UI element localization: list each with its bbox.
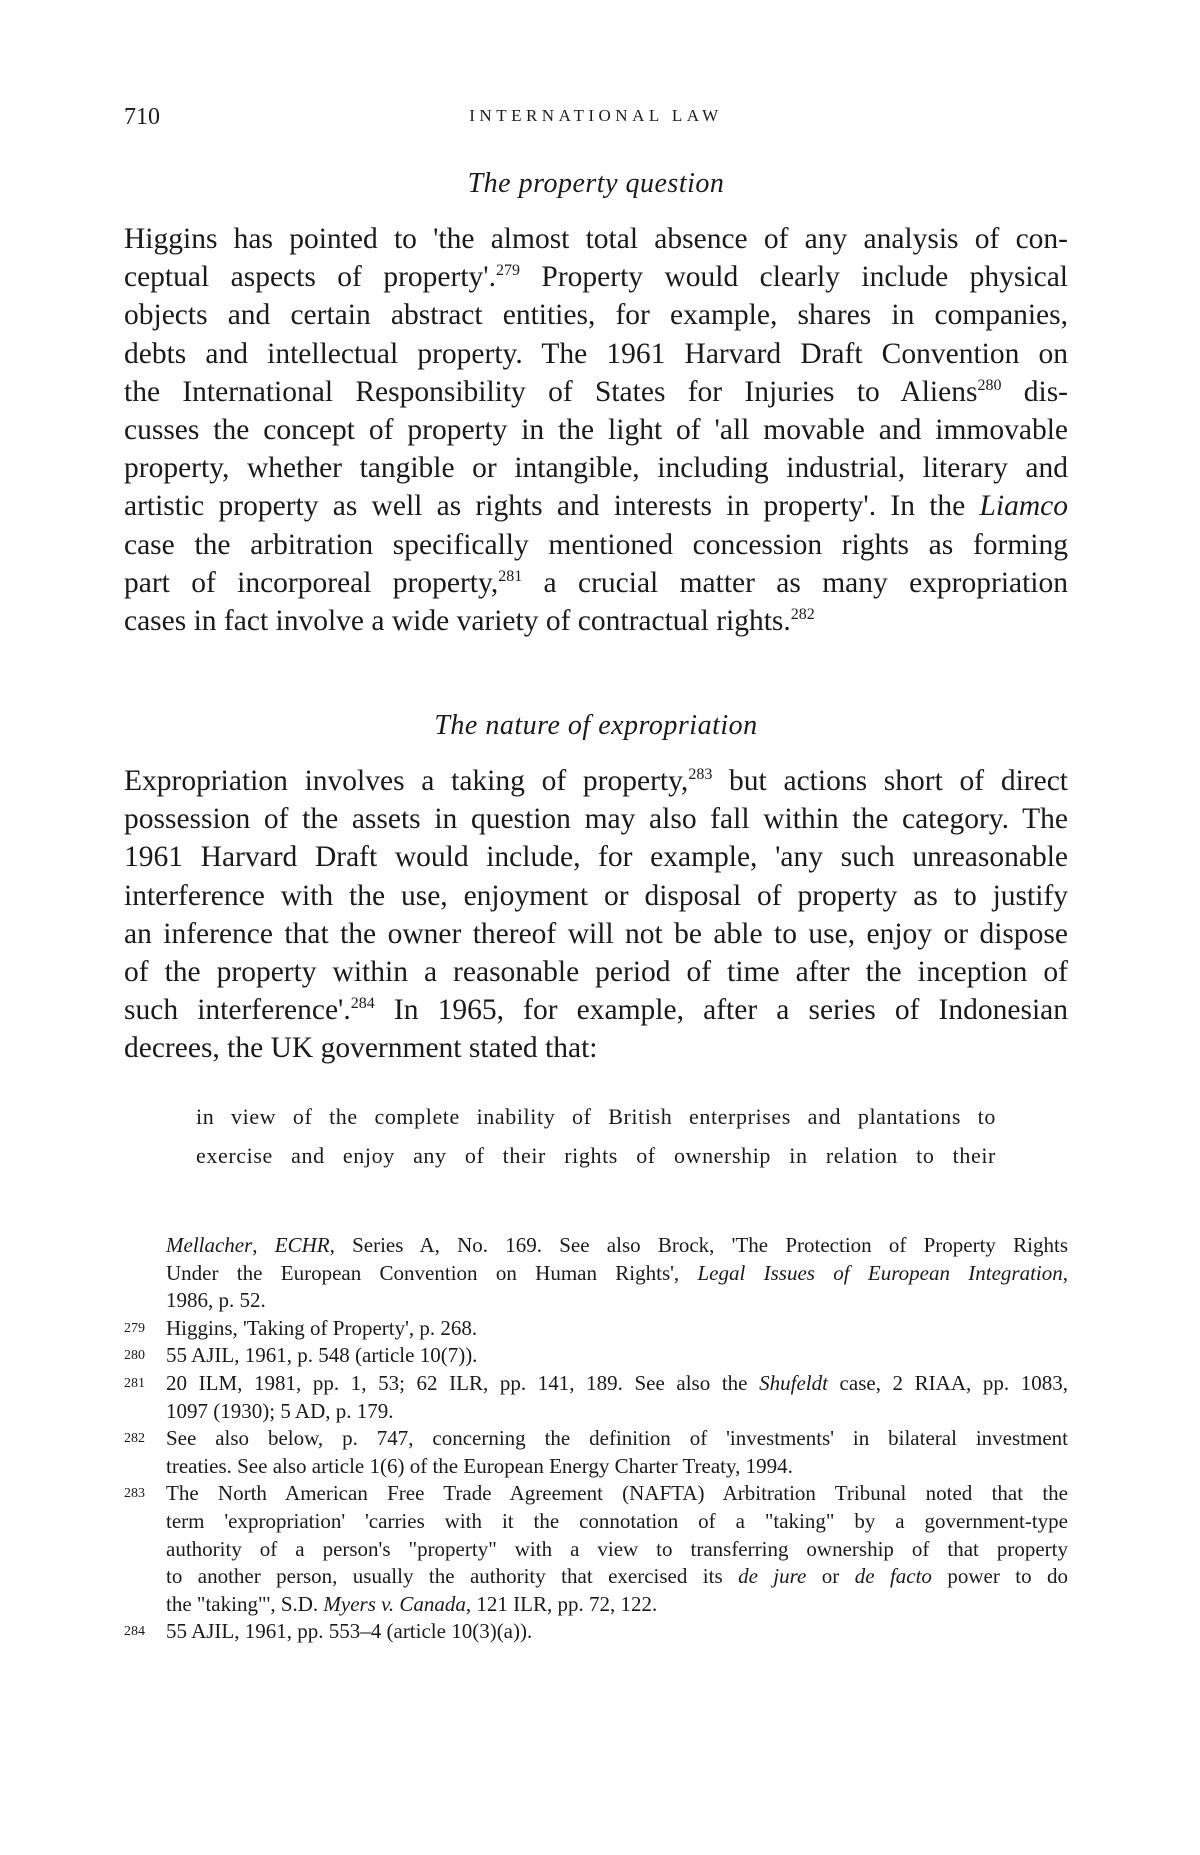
footnote-line: See also below, p. 747, concerning the definition of 'investments' in bilateral investment bbox=[166, 1426, 1068, 1451]
footnote-ref[interactable]: 284 bbox=[350, 995, 375, 1013]
footnote-line: 20 ILM, 1981, pp. 1, 53; 62 ILR, pp. 141, 189. See also the Shufeldt case, 2 RIAA, pp. 1083, bbox=[166, 1370, 1068, 1395]
footnote-line: 55 AJIL, 1961, pp. 553–4 (article 10(3)(a)). bbox=[166, 1619, 533, 1644]
footnote-continuation bbox=[124, 1232, 1068, 1315]
footnote-line: Higgins, 'Taking of Property', p. 268. bbox=[166, 1315, 478, 1340]
text-line: an inference that the owner thereof will not be able to use, enjoy or dispose bbox=[124, 917, 1068, 950]
text-line: property, whether tangible or intangible, including industrial, literary and bbox=[124, 452, 1068, 485]
footnote-281 bbox=[124, 1370, 1068, 1425]
text-line: case the arbitration specifically mentioned concession rights as forming bbox=[124, 528, 1068, 561]
text-line: part of incorporeal property,$^{281}$ a crucial matter as many expropriation bbox=[124, 566, 1069, 599]
block-quote bbox=[196, 1097, 996, 1175]
running-title: INTERNATIONAL LAW bbox=[469, 106, 723, 125]
text-line: ceptual aspects of property'.$^{279}$ Property would clearly include physical bbox=[124, 261, 1068, 294]
footnote-number: 284 bbox=[124, 1624, 145, 1640]
text-line: interference with the use, enjoyment or disposal of property as to justify bbox=[124, 879, 1068, 912]
quote-line: exercise and enjoy any of their rights of ownership in relation to their bbox=[196, 1143, 996, 1168]
text-line: cusses the concept of property in the light of 'all movable and immovable bbox=[124, 414, 1068, 447]
footnote-line: treaties. See also article 1(6) of the European Energy Charter Treaty, 1994. bbox=[166, 1453, 793, 1478]
footnote-282 bbox=[124, 1425, 1068, 1480]
footnote-line: The North American Free Trade Agreement (NAFTA) Arbitration Tribunal noted that the bbox=[166, 1481, 1068, 1506]
quote-line: in view of the complete inability of British enterprises and plantations to bbox=[196, 1104, 996, 1129]
section-heading-property-question: The property question bbox=[467, 168, 725, 199]
footnote-ref[interactable]: 279 bbox=[495, 262, 520, 280]
section-heading-nature-of-expropriation: The nature of expropriation bbox=[434, 710, 758, 741]
footnote-number: 280 bbox=[124, 1348, 145, 1364]
footnote-number: 283 bbox=[124, 1486, 145, 1502]
footnote-280 bbox=[124, 1342, 1068, 1370]
footnote-284 bbox=[124, 1618, 1068, 1646]
text-line: artistic property as well as rights and interests in property'. In the Liamco bbox=[124, 490, 1068, 523]
footnote-line: Under the European Convention on Human Rights', Legal Issues of European Integration, bbox=[166, 1260, 1069, 1285]
footnote-ref[interactable]: 280 bbox=[977, 376, 1002, 394]
page-header bbox=[124, 104, 1068, 134]
footnote-line: authority of a person's "property" with a view to transferring ownership of that property bbox=[166, 1536, 1068, 1561]
footnote-line: the "taking"', S.D. Myers v. Canada, 121 ILR, pp. 72, 122. bbox=[166, 1591, 658, 1616]
text-line: the International Responsibility of States for Injuries to Aliens$^{280}$ dis- bbox=[124, 375, 1068, 408]
footnote-number: 282 bbox=[124, 1431, 145, 1447]
footnote-line: 55 AJIL, 1961, p. 548 (article 10(7)). bbox=[166, 1343, 478, 1368]
text-line: of the property within a reasonable period of time after the inception of bbox=[124, 956, 1068, 989]
footnote-line: Mellacher, ECHR, Series A, No. 169. See also Brock, 'The Protection of Property Rights bbox=[166, 1233, 1069, 1257]
text-line: cases in fact involve a wide variety of contractual rights.$^{282}$ bbox=[124, 605, 815, 638]
paragraph-nature-of-expropriation bbox=[124, 762, 1068, 1068]
text-line: 1961 Harvard Draft would include, for example, 'any such unreasonable bbox=[124, 841, 1068, 874]
footnote-line: 1986, p. 52. bbox=[166, 1288, 266, 1313]
footnote-ref[interactable]: 281 bbox=[498, 568, 523, 585]
text-line: objects and certain abstract entities, for example, shares in companies, bbox=[124, 299, 1068, 332]
paragraph-property-question bbox=[124, 220, 1068, 640]
footnote-279 bbox=[124, 1315, 1068, 1343]
footnote-ref[interactable]: 282 bbox=[790, 606, 815, 624]
text-line: possession of the assets in question may also fall within the category. The bbox=[124, 803, 1068, 836]
footnote-number: 279 bbox=[124, 1320, 145, 1336]
page-number: 710 bbox=[124, 104, 160, 130]
footnote-line: 1097 (1930); 5 AD, p. 179. bbox=[166, 1398, 394, 1423]
footnote-number: 281 bbox=[124, 1375, 145, 1391]
footnote-ref[interactable]: 283 bbox=[688, 766, 713, 784]
footnote-line: to another person, usually the authority that exercised its de jure or de facto power to do bbox=[166, 1564, 1069, 1589]
footnote-line: term 'expropriation' 'carries with it the connotation of a "taking" by a government-type bbox=[166, 1508, 1068, 1533]
text-line: debts and intellectual property. The 1961 Harvard Draft Convention on bbox=[124, 337, 1068, 370]
text-line: Expropriation involves a taking of property,$^{283}$ but actions short of direct bbox=[124, 765, 1068, 797]
footnotes bbox=[124, 1232, 1068, 1646]
text-line: such interference'.$^{284}$ In 1965, for example, after a series of Indonesian bbox=[124, 994, 1068, 1027]
case-name: Liamco bbox=[979, 490, 1068, 523]
text-line: decrees, the UK government stated that: bbox=[124, 1032, 598, 1065]
text-line: Higgins has pointed to 'the almost total absence of any analysis of con- bbox=[124, 223, 1068, 255]
footnote-283 bbox=[124, 1480, 1068, 1618]
